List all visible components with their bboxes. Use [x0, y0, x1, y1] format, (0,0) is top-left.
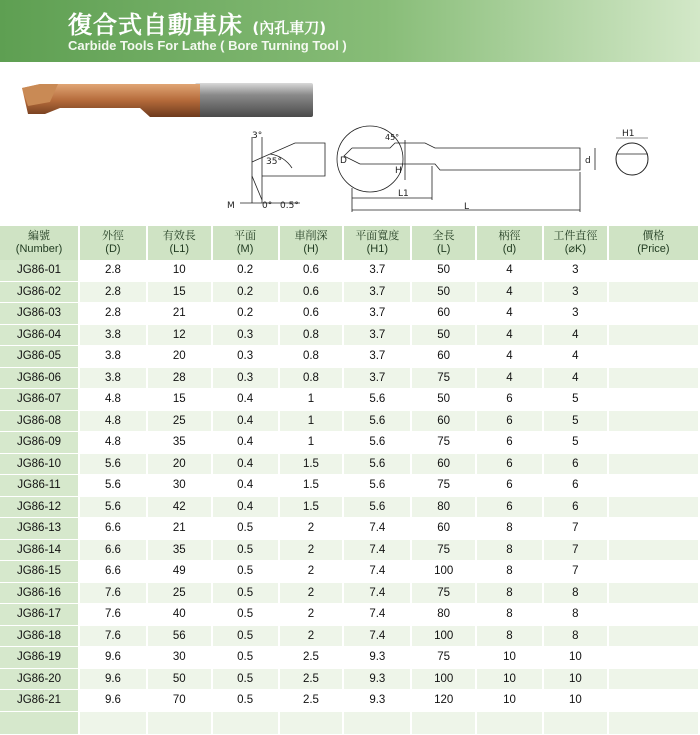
table-cell: JG86-08	[0, 410, 79, 432]
table-row	[0, 346, 699, 368]
column-header-en: (L1)	[169, 243, 190, 255]
table-cell	[608, 453, 699, 475]
table-cell: 3	[543, 260, 608, 281]
table-cell: 60	[411, 453, 476, 475]
table-cell: 8	[476, 604, 543, 626]
column-header-en: (Price)	[637, 243, 670, 255]
table-cell: JG86-03	[0, 303, 79, 325]
table-cell: JG86-16	[0, 582, 79, 604]
table-cell: 0.5	[212, 539, 279, 561]
table-cell: 0.5	[212, 625, 279, 647]
table-cell: 5.6	[79, 475, 147, 497]
label-angle-0: 0°	[262, 201, 273, 211]
table-cell	[608, 539, 699, 561]
table-cell	[608, 389, 699, 411]
table-cell: JG86-10	[0, 453, 79, 475]
table-cell: 120	[411, 690, 476, 712]
table-cell: 5.6	[343, 389, 411, 411]
table-cell: 3.7	[343, 324, 411, 346]
table-cell: 4.8	[79, 410, 147, 432]
table-cell: 75	[411, 582, 476, 604]
table-cell: 8	[476, 539, 543, 561]
table-cell	[608, 324, 699, 346]
table-cell: 50	[411, 324, 476, 346]
table-cell: 1	[279, 432, 344, 454]
table-cell	[608, 668, 699, 690]
table-cell-empty	[279, 711, 344, 734]
table-cell	[608, 303, 699, 325]
table-row	[0, 281, 699, 303]
table-cell: JG86-09	[0, 432, 79, 454]
table-cell: 5.6	[343, 410, 411, 432]
table-cell	[608, 625, 699, 647]
table-cell: 9.3	[343, 647, 411, 669]
table-header-row	[0, 226, 699, 260]
table-cell: JG86-14	[0, 539, 79, 561]
page-title	[68, 5, 326, 40]
table-cell: 2	[279, 582, 344, 604]
table-cell: 6	[476, 475, 543, 497]
column-header-en: (d)	[502, 243, 517, 255]
table-cell: 7	[543, 518, 608, 540]
table-cell: JG86-06	[0, 367, 79, 389]
table-cell-empty	[79, 711, 147, 734]
table-cell: 6.6	[79, 561, 147, 583]
table-cell: 6	[476, 389, 543, 411]
column-header	[543, 226, 608, 260]
column-header	[343, 226, 411, 260]
table-cell: 2.5	[279, 647, 344, 669]
table-cell: 0.8	[279, 324, 344, 346]
table-cell: 80	[411, 604, 476, 626]
table-cell: 1.5	[279, 496, 344, 518]
table-cell: 3.8	[79, 324, 147, 346]
table-cell: 5.6	[79, 453, 147, 475]
table-cell: 75	[411, 647, 476, 669]
table-cell: 50	[147, 668, 212, 690]
table-cell: 10	[476, 690, 543, 712]
table-cell	[608, 690, 699, 712]
table-cell: 100	[411, 625, 476, 647]
table-cell: JG86-21	[0, 690, 79, 712]
column-header-en: (H1)	[366, 243, 389, 255]
column-header-zh: 有效長	[162, 230, 196, 242]
table-cell: 21	[147, 518, 212, 540]
table-cell: 42	[147, 496, 212, 518]
column-header-en: (L)	[436, 243, 451, 255]
table-cell: 4	[543, 324, 608, 346]
table-cell: 4	[476, 303, 543, 325]
table-row	[0, 432, 699, 454]
column-header-zh: 外徑	[101, 230, 124, 242]
table-cell: 15	[147, 389, 212, 411]
table-cell: 0.3	[212, 346, 279, 368]
table-cell: 5.6	[343, 475, 411, 497]
table-cell: 0.5	[212, 647, 279, 669]
title-zh: 復合式自動車床	[68, 11, 243, 39]
label-d-small: d	[585, 156, 591, 166]
label-m: M	[227, 201, 235, 211]
table-cell: 7.4	[343, 561, 411, 583]
table-row-empty	[0, 711, 699, 734]
table-cell: JG86-13	[0, 518, 79, 540]
table-cell	[608, 561, 699, 583]
column-header	[0, 226, 79, 260]
column-header-en: (D)	[105, 243, 121, 255]
column-header	[279, 226, 344, 260]
column-header-zh: 平面寬度	[355, 230, 400, 242]
table-cell: JG86-18	[0, 625, 79, 647]
table-cell: 2.5	[279, 690, 344, 712]
table-row	[0, 518, 699, 540]
table-cell: 9.6	[79, 647, 147, 669]
table-cell: 3.7	[343, 260, 411, 281]
table-cell: 9.3	[343, 668, 411, 690]
label-h: H	[395, 166, 402, 176]
table-cell: 2.8	[79, 281, 147, 303]
table-cell	[608, 432, 699, 454]
table-cell: 10	[476, 668, 543, 690]
table-cell: 0.4	[212, 410, 279, 432]
table-row	[0, 582, 699, 604]
table-cell: 9.6	[79, 690, 147, 712]
label-d-big: D	[340, 156, 347, 166]
table-cell: 5	[543, 410, 608, 432]
header-banner	[0, 0, 700, 62]
table-cell: 7	[543, 561, 608, 583]
table-row	[0, 367, 699, 389]
table-cell: 100	[411, 668, 476, 690]
table-cell: 9.3	[343, 690, 411, 712]
table-cell: 6	[476, 432, 543, 454]
table-row	[0, 647, 699, 669]
table-cell: 6.6	[79, 539, 147, 561]
table-cell: 10	[543, 647, 608, 669]
table-cell: 3	[543, 303, 608, 325]
table-row	[0, 539, 699, 561]
table-cell: 25	[147, 410, 212, 432]
table-cell: 0.4	[212, 432, 279, 454]
table-cell: 6.6	[79, 518, 147, 540]
table-cell: 10	[543, 690, 608, 712]
table-cell	[608, 647, 699, 669]
table-cell: 0.4	[212, 389, 279, 411]
table-cell: 5	[543, 432, 608, 454]
table-cell: 6	[476, 410, 543, 432]
table-row	[0, 389, 699, 411]
table-cell: 0.5	[212, 690, 279, 712]
table-cell: 0.6	[279, 260, 344, 281]
column-header-en: (Number)	[15, 243, 63, 255]
column-header-en: (⌀K)	[564, 243, 586, 255]
table-cell: 9.6	[79, 668, 147, 690]
table-cell: 21	[147, 303, 212, 325]
column-header	[411, 226, 476, 260]
table-cell: 1	[279, 389, 344, 411]
table-cell: 2	[279, 561, 344, 583]
table-cell: 30	[147, 647, 212, 669]
table-cell: 2	[279, 625, 344, 647]
label-angle-35: 35°	[266, 157, 282, 167]
table-cell: 60	[411, 346, 476, 368]
table-cell: 5.6	[343, 496, 411, 518]
table-cell: 75	[411, 475, 476, 497]
table-cell: 60	[411, 410, 476, 432]
table-cell: 6	[543, 475, 608, 497]
table-cell: JG86-02	[0, 281, 79, 303]
table-cell: 1.5	[279, 475, 344, 497]
table-cell-empty	[608, 711, 699, 734]
table-row	[0, 625, 699, 647]
table-cell: 8	[476, 561, 543, 583]
table-cell: 2.8	[79, 260, 147, 281]
table-cell: 7.6	[79, 625, 147, 647]
table-cell: 0.5	[212, 604, 279, 626]
table-cell: 10	[543, 668, 608, 690]
table-cell: JG86-01	[0, 260, 79, 281]
table-cell: 2	[279, 518, 344, 540]
table-cell: 7.4	[343, 582, 411, 604]
table-cell: 4.8	[79, 389, 147, 411]
table-cell	[608, 281, 699, 303]
table-cell: 75	[411, 432, 476, 454]
table-cell: 3	[543, 281, 608, 303]
table-cell: 0.5	[212, 518, 279, 540]
table-cell: 8	[543, 582, 608, 604]
table-cell: 0.4	[212, 496, 279, 518]
table-row	[0, 475, 699, 497]
label-h1: H1	[622, 129, 635, 139]
table-cell: 0.8	[279, 367, 344, 389]
table-cell: 20	[147, 453, 212, 475]
table-cell: 15	[147, 281, 212, 303]
side-view	[337, 126, 595, 212]
table-cell: 7.4	[343, 539, 411, 561]
label-angle-45: 45°	[385, 133, 400, 142]
table-cell: 0.6	[279, 281, 344, 303]
table-cell	[608, 604, 699, 626]
column-header	[147, 226, 212, 260]
column-header	[79, 226, 147, 260]
table-cell: 60	[411, 303, 476, 325]
table-cell: 3.7	[343, 346, 411, 368]
technical-drawing	[0, 68, 700, 224]
table-cell: 0.2	[212, 260, 279, 281]
table-cell: 28	[147, 367, 212, 389]
table-cell: 6	[543, 496, 608, 518]
column-header	[476, 226, 543, 260]
table-cell: 70	[147, 690, 212, 712]
table-cell: 4	[543, 346, 608, 368]
table-cell: 8	[476, 582, 543, 604]
column-header-en: (H)	[303, 243, 319, 255]
table-cell: 6	[543, 453, 608, 475]
table-cell: 5	[543, 389, 608, 411]
table-cell	[608, 367, 699, 389]
table-cell: 8	[543, 625, 608, 647]
table-cell: 4	[476, 260, 543, 281]
table-row	[0, 668, 699, 690]
table-cell: JG86-04	[0, 324, 79, 346]
table-cell	[608, 260, 699, 281]
column-header	[608, 226, 699, 260]
table-cell: 12	[147, 324, 212, 346]
table-cell: 25	[147, 582, 212, 604]
table-cell	[608, 475, 699, 497]
table-cell: 50	[411, 281, 476, 303]
table-cell	[608, 496, 699, 518]
tip-detail-view	[227, 131, 325, 211]
table-cell: 7.4	[343, 604, 411, 626]
label-l: L	[464, 202, 470, 212]
table-cell: 4	[476, 324, 543, 346]
table-cell-empty	[476, 711, 543, 734]
label-l1: L1	[398, 189, 409, 199]
column-header-zh: 柄徑	[498, 230, 521, 242]
table-row	[0, 410, 699, 432]
table-row	[0, 303, 699, 325]
table-cell: 0.3	[212, 367, 279, 389]
table-cell: 7.4	[343, 518, 411, 540]
table-cell: 10	[476, 647, 543, 669]
label-dim-05: 0.5°	[280, 201, 299, 211]
table-cell: 4	[476, 367, 543, 389]
table-cell	[608, 346, 699, 368]
table-cell: 0.4	[212, 475, 279, 497]
label-angle-3: 3°	[252, 131, 263, 141]
column-header-zh: 價格	[642, 230, 665, 242]
tool-photo	[22, 83, 313, 117]
table-cell: 5.6	[79, 496, 147, 518]
spec-table	[0, 226, 700, 735]
table-cell: 30	[147, 475, 212, 497]
table-cell: 4	[476, 281, 543, 303]
end-view	[616, 129, 648, 175]
table-cell: 8	[543, 604, 608, 626]
table-cell: 60	[411, 518, 476, 540]
column-header-zh: 全長	[432, 230, 455, 242]
table-cell: 35	[147, 539, 212, 561]
table-cell: JG86-20	[0, 668, 79, 690]
table-row	[0, 604, 699, 626]
table-row	[0, 324, 699, 346]
table-cell: 75	[411, 539, 476, 561]
table-cell: 0.4	[212, 453, 279, 475]
table-cell-empty	[0, 711, 79, 734]
table-cell	[608, 518, 699, 540]
table-cell: 40	[147, 604, 212, 626]
table-cell: 7.4	[343, 625, 411, 647]
table-cell: 8	[476, 625, 543, 647]
table-cell: 8	[476, 518, 543, 540]
table-cell-empty	[543, 711, 608, 734]
table-cell: 0.5	[212, 668, 279, 690]
table-cell: 2	[279, 539, 344, 561]
column-header-zh: 工件直徑	[553, 230, 598, 242]
table-cell: 4	[476, 346, 543, 368]
table-row	[0, 496, 699, 518]
column-header	[212, 226, 279, 260]
table-cell: 2	[279, 604, 344, 626]
table-cell: JG86-15	[0, 561, 79, 583]
table-cell: 3.8	[79, 367, 147, 389]
table-cell: 0.5	[212, 582, 279, 604]
table-cell: 50	[411, 260, 476, 281]
table-row	[0, 260, 699, 281]
table-cell: 49	[147, 561, 212, 583]
table-cell: 6	[476, 453, 543, 475]
table-cell: JG86-12	[0, 496, 79, 518]
table-cell: 5.6	[343, 432, 411, 454]
table-cell: 2.5	[279, 668, 344, 690]
table-cell: 3.7	[343, 367, 411, 389]
table-row	[0, 453, 699, 475]
table-cell: 10	[147, 260, 212, 281]
column-header-zh: 編號	[28, 230, 50, 242]
table-cell: 5.6	[343, 453, 411, 475]
table-cell	[608, 410, 699, 432]
table-cell: 7.6	[79, 604, 147, 626]
table-cell: 0.8	[279, 346, 344, 368]
table-cell: 56	[147, 625, 212, 647]
table-cell: JG86-19	[0, 647, 79, 669]
table-cell: 6	[476, 496, 543, 518]
table-cell: 1	[279, 410, 344, 432]
table-cell: 0.2	[212, 281, 279, 303]
table-cell: 0.2	[212, 303, 279, 325]
table-cell: 4.8	[79, 432, 147, 454]
column-header-en: (M)	[236, 243, 254, 255]
table-cell: 35	[147, 432, 212, 454]
column-header-zh: 平面	[234, 230, 257, 242]
table-row	[0, 690, 699, 712]
table-cell: 7	[543, 539, 608, 561]
table-cell: 3.8	[79, 346, 147, 368]
table-cell: JG86-11	[0, 475, 79, 497]
table-cell: 80	[411, 496, 476, 518]
table-cell: 7.6	[79, 582, 147, 604]
table-cell: 0.5	[212, 561, 279, 583]
table-cell: 4	[543, 367, 608, 389]
table-cell	[608, 582, 699, 604]
column-header-zh: 車削深	[294, 230, 328, 242]
table-cell: 0.6	[279, 303, 344, 325]
title-zh-sub: (內孔車刀)	[252, 19, 327, 37]
table-cell: 1.5	[279, 453, 344, 475]
title-en: Carbide Tools For Lathe ( Bore Turning Tool )	[68, 38, 347, 53]
table-cell: 50	[411, 389, 476, 411]
table-row	[0, 561, 699, 583]
table-cell-empty	[147, 711, 212, 734]
table-cell-empty	[343, 711, 411, 734]
table-cell: JG86-07	[0, 389, 79, 411]
table-cell: JG86-17	[0, 604, 79, 626]
table-cell: 20	[147, 346, 212, 368]
table-cell: JG86-05	[0, 346, 79, 368]
table-cell: 100	[411, 561, 476, 583]
table-cell: 3.7	[343, 303, 411, 325]
table-cell: 3.7	[343, 281, 411, 303]
table-cell: 2.8	[79, 303, 147, 325]
table-cell: 0.3	[212, 324, 279, 346]
table-cell: 75	[411, 367, 476, 389]
table-cell-empty	[411, 711, 476, 734]
table-cell-empty	[212, 711, 279, 734]
